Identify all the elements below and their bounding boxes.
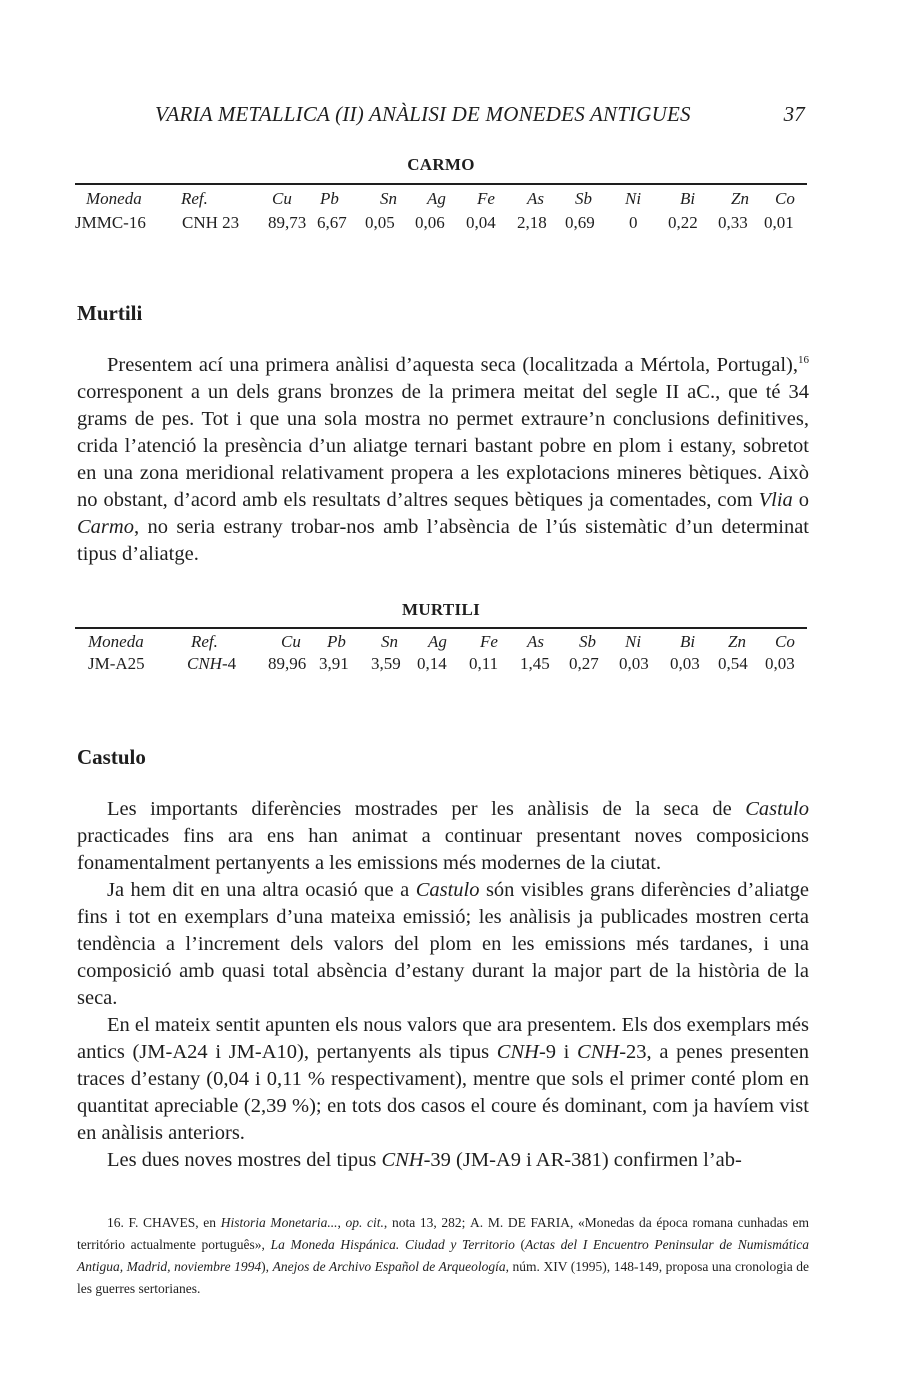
col-bi: Bi [680,189,696,208]
text: , «Monedas da época romana cunhadas em território actualmente português», [77,1215,809,1252]
col-cu: Cu [281,632,301,651]
col-fe: Fe [477,189,495,208]
place-name: Castulo [745,798,809,820]
work-title: Anejos de Archivo Español de Arqueología [272,1259,506,1274]
col-ref: Ref. [191,632,218,651]
cell-bi: 0,03 [670,654,700,673]
col-bi: Bi [680,632,696,651]
cell-fe: 0,04 [466,213,496,232]
cell-ni: 0,03 [619,654,649,673]
cell-pb: 6,67 [317,213,347,232]
cell-ni: 0 [629,213,638,232]
section-heading-castulo: Castulo [77,745,146,769]
section-heading-murtili: Murtili [77,301,143,325]
murtili-table-title: MURTILI [401,600,480,619]
work-title: La Moneda Hispánica. Ciudad y Territorio [270,1237,515,1252]
place-name: Castulo [415,879,480,901]
text: ( [514,1237,525,1252]
cell-pb: 3,91 [319,654,349,673]
author: A. M. DE FARIA [470,1215,571,1230]
text: corresponent a un dels grans bronzes de la primera meitat del segle [77,381,666,403]
col-ref: Ref. [181,189,208,208]
castulo-body [77,796,809,1174]
text: , en [195,1215,221,1230]
footnote-text [77,1212,809,1300]
ref-abbrev: CNH [577,1041,620,1063]
cell-sn: 0,05 [365,213,395,232]
cell-zn: 0,33 [718,213,748,232]
cell-sb: 0,27 [569,654,599,673]
text: -23, a penes presenten traces d’estany (0,04 i 0,11 % respectivament), mentre que sols el primer conté plom en quantitat apreciable (2,39 %); en tots dos casos el coure és dominant, com ja havíem vist en anàlisis anteriors. [77,1041,809,1144]
murtili-table-rule [75,627,807,629]
cell-zn: 0,54 [718,654,748,673]
paragraph [77,796,809,877]
cell-ref [187,654,236,674]
cell-sn: 3,59 [371,654,401,673]
text: Presentem ací una primera anàlisi d’aquesta seca (localitzada a Mértola, Portugal), [107,354,798,376]
col-sb: Sb [579,632,596,651]
ref-suffix: -4 [221,654,237,673]
abbrev: op. cit. [345,1215,384,1230]
text: practicades fins ara ens han animat a continuar presentant noves composicions fonamentalment pertanyents a les emissions més modernes de la ciutat. [77,825,809,874]
place-name: Carmo [77,516,134,538]
text: , [337,1215,346,1230]
col-sn: Sn [381,632,398,651]
text: Les dues noves mostres del tipus [107,1149,382,1171]
ref-prefix: CNH [187,654,222,673]
cell-co: 0,01 [764,213,794,232]
work-title: Actas del I Encuentro Peninsular de Numismática Antigua, Madrid, noviembre 1994 [77,1237,809,1274]
col-ni: Ni [625,189,642,208]
place-name: Vlia [758,489,793,511]
text: , nota 13, 282; [383,1215,471,1230]
text: són visibles grans diferències d’aliatge fins i tot en exemplars d’una mateixa emissió; les anàlisis ja publicades mostren certa tendència a l’increment dels valors del plom en les emissions més tardanes, i una composició amb quasi total absència d’estany durant la major part de la història de la seca. [77,879,809,1009]
century-numeral: II [665,381,680,403]
cell-as: 2,18 [517,213,547,232]
running-header [155,102,805,127]
carmo-table-title: CARMO [407,155,475,174]
text: -39 (JM-A9 i AR-381) confirmen l’ab- [423,1149,742,1171]
col-sb: Sb [575,189,592,208]
cell-fe: 0,11 [469,654,499,673]
col-as: As [527,632,544,651]
text: aC., que té 34 grams de pes. Tot i que una sola mostra no permet extraure’n conclusions definitives, crida l’atenció la presència d’un aliatge ternari bastant pobre en plom i estany, sobretot en una zona meridional relativament propera a les explotacions mineres bètiques. Això no obstant, d’acord amb els resultats d’altres seques bètiques ja comentades, com [77,381,809,511]
col-moneda: Moneda [88,632,144,651]
cell-ref: CNH 23 [182,213,240,232]
footnote [77,1212,809,1300]
text: -9 i [538,1041,578,1063]
cell-co: 0,03 [765,654,795,673]
header-title: VARIA METALLICA (II) ANÀLISI DE MONEDES ANTIGUES [155,102,691,126]
col-zn: Zn [731,189,749,208]
cell-moneda: JM-A25 [88,654,145,673]
cell-bi: 0,22 [668,213,698,232]
paragraph [77,877,809,1012]
text: Ja hem dit en una altra ocasió que a [107,879,416,901]
murtili-body [77,352,809,568]
col-co: Co [775,632,795,651]
text: Les importants diferències mostrades per les anàlisis de la seca de [107,798,746,820]
col-cu: Cu [272,189,292,208]
col-moneda: Moneda [86,189,142,208]
col-pb: Pb [320,189,339,208]
text: En el mateix sentit apunten els nous valors que ara presentem. Els dos exemplars més antics (JM-A24 i JM-A10), pertanyents als tipus [77,1014,809,1063]
cell-cu: 89,96 [268,654,307,673]
text: ), [261,1259,273,1274]
col-zn: Zn [728,632,746,651]
text: , núm. XIV (1995), 148-149, proposa una cronologia de les guerres sertorianes. [77,1259,810,1296]
ref-abbrev: CNH [496,1041,539,1063]
col-pb: Pb [327,632,346,651]
col-ag: Ag [428,632,447,651]
footnote-ref: 16 [798,354,809,367]
col-fe: Fe [480,632,498,651]
work-title: Historia Monetaria... [220,1215,338,1230]
col-sn: Sn [380,189,397,208]
cell-moneda: JMMC-16 [75,213,146,232]
col-ni: Ni [625,632,642,651]
cell-ag: 0,06 [415,213,445,232]
col-as: As [527,189,544,208]
col-ag: Ag [427,189,446,208]
cell-ag: 0,14 [417,654,447,673]
footnote-number: 16. [107,1215,124,1230]
cell-sb: 0,69 [565,213,595,232]
text: o [792,489,809,511]
cell-as: 1,45 [520,654,550,673]
col-co: Co [775,189,795,208]
paragraph [77,1147,809,1174]
cell-cu: 89,73 [268,213,307,232]
paragraph [77,1012,809,1147]
paragraph [77,352,809,568]
page-number: 37 [783,102,805,126]
text: , no seria estrany trobar-nos amb l’absència de l’ús sistemàtic d’un determinat tipus d’aliatge. [77,516,809,565]
ref-abbrev: CNH [381,1149,424,1171]
author: F. CHAVES [128,1215,196,1230]
carmo-table-rule [75,183,807,185]
